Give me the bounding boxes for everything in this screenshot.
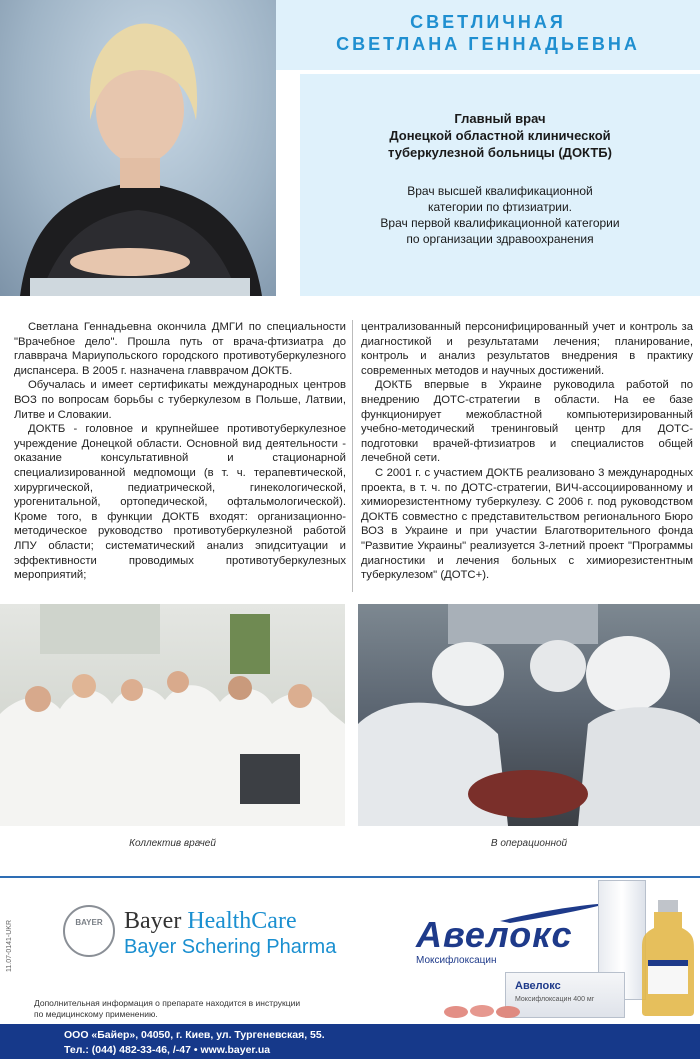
qualification-line: по организации здравоохранения — [406, 232, 594, 246]
pills-icon — [442, 1000, 522, 1022]
qualification-line: категории по фтизиатрии. — [428, 200, 572, 214]
team-illustration — [0, 604, 345, 826]
ad-disclaimer-line: Дополнительная информация о препарате находится в инструкции — [34, 998, 301, 1008]
avelox-logo: Авелокс — [416, 914, 573, 955]
surgery-photo-caption: В операционной — [490, 838, 568, 849]
package-label: Авелокс — [515, 980, 561, 992]
surgery-photo — [358, 604, 700, 826]
position-block — [300, 110, 700, 161]
article-column-right — [361, 320, 693, 583]
position-line: Донецкой областной клинической — [389, 128, 611, 143]
article-paragraph: Обучалась и имеет сертификаты международных центров ВОЗ по вопросам борьбы с туберкулезом в Польше, Латвии, Литве и Словакии. — [14, 379, 346, 421]
article-column-left — [14, 320, 346, 583]
article-paragraph: ДОКТБ - головное и крупнейшее противотуберкулезное учреждение Донецкой области. Основной вид деятельности - оказание консультативной и стационарной специализированной медпомощи (в т. ч. терапевтической, хирургической, педиатрической, гинекологической, урогенитальной, ортопедической, офтальмологической). Кроме того, в функции ДОКТБ входят: организационно-методическое руководство противотуберкулезной работой ЛПУ области; систематический анализ эпидситуации и эффективности проводимых противотуберкулезных мероприятий; — [14, 423, 346, 582]
infusion-bottle-icon — [640, 900, 696, 1016]
surgery-illustration — [358, 604, 700, 826]
team-photo — [0, 604, 345, 826]
ad-disclaimer — [34, 998, 314, 1020]
article-paragraph: централизованный персонифицированный учет и контроль за диагностикой и результатами лечения; планирование, контроль и анализ результатов внедрения в практику современных методов и научных достижений. — [361, 321, 693, 377]
article-paragraph: ДОКТБ впервые в Украине руководила работой по внедрению ДОТС-стратегии в области. На ее базе функционирует межобластной компьютеризированный учебно-методический тренинговый центр для ДОТС-подготовки врачей-фтизиатров и специалистов общей лечебной сети. — [361, 379, 693, 465]
column-divider — [352, 320, 353, 592]
package-sublabel: Моксифлоксацин 400 мг — [515, 996, 595, 1003]
person-name: СВЕТЛАНА ГЕННАДЬЕВНА — [336, 34, 640, 54]
position-line: туберкулезной больницы (ДОКТБ) — [388, 145, 612, 160]
bayer-word: Bayer — [124, 908, 188, 934]
qualification-line: Врач высшей квалификационной — [407, 184, 593, 198]
healthcare-word: HealthCare — [187, 908, 297, 934]
bayer-healthcare-wordmark — [124, 908, 297, 935]
person-surname: СВЕТЛИЧНАЯ — [410, 12, 566, 32]
product-package-box — [505, 972, 625, 1018]
bayer-schering-wordmark: Bayer Schering Pharma — [124, 936, 337, 958]
portrait-photo — [0, 0, 276, 296]
article-paragraph: С 2001 г. с участием ДОКТБ реализовано 3 международных проекта, в т. ч. по ДОТС-стратегии, ВИЧ-ассоциированному и химиорезистентному туберкулезу. С 2006 г. под руководством ДОКТБ совместно с представительством регионального Бюро ВОЗ в Украине и при участии Благотворительного фонда "Развитие Украины" реализуется 3-летний проект "Программы диагностики и лечения больных с химиорезистентным туберкулезом" (ДОТС+). — [361, 466, 693, 582]
ad-reference-code: 11.07-0141-UKR — [6, 919, 13, 972]
position-line: Главный врач — [454, 111, 546, 126]
qualification-block — [300, 183, 700, 247]
portrait-illustration — [0, 0, 276, 296]
team-photo-caption: Коллектив врачей — [129, 838, 216, 849]
avelox-inn: Моксифлоксацин — [416, 955, 497, 966]
article-paragraph: Светлана Геннадьевна окончила ДМГИ по специальности "Врачебное дело". Прошла путь от врача-фтизиатра до главврача Мариупольского городского противотуберкулезного диспансера. В 2005 г. назначена главврачом ДОКТБ. — [14, 321, 346, 377]
ad-disclaimer-line: по медицинскому применению. — [34, 1009, 158, 1019]
qualification-line: Врач первой квалификационной категории — [380, 216, 620, 230]
bayer-cross-logo — [62, 904, 116, 958]
bayer-logo-text: BAYER — [75, 918, 103, 927]
footer-address: ООО «Байер», 04050, г. Киев, ул. Тургеневская, 55. — [64, 1029, 325, 1041]
footer-contacts: Тел.: (044) 482-33-46, /-47 • www.bayer.ua — [64, 1044, 271, 1056]
